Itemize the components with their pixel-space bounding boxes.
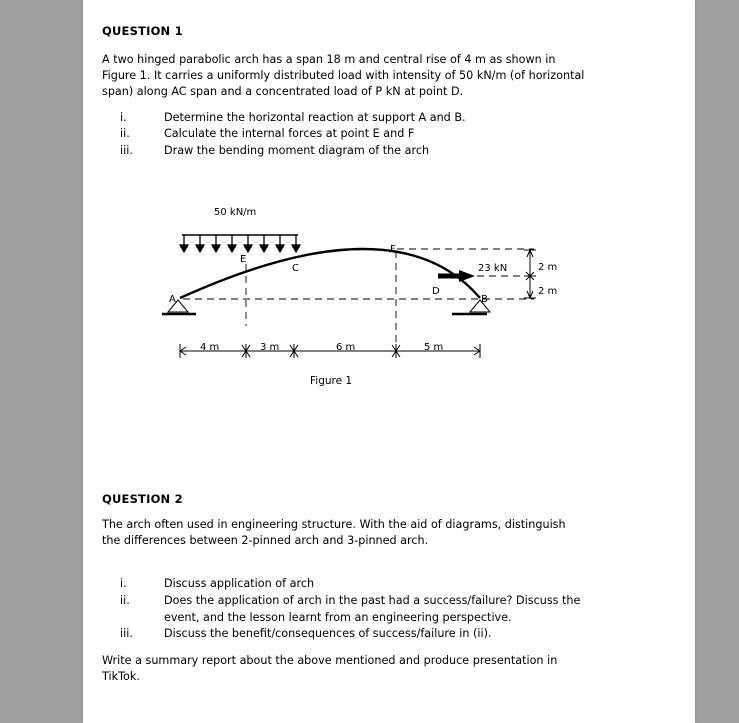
dim-label-1: 4 m — [200, 342, 220, 353]
q2-task-2-text-line-2: event, and the lesson learnt from an engineering perspective. — [164, 611, 512, 624]
udl-load — [180, 235, 300, 252]
q2-heading: QUESTION 2 — [102, 492, 183, 506]
dim-label-2: 3 m — [260, 342, 280, 353]
q2-summary-line-1: Write a summary report about the above mentioned and produce presentation in — [102, 654, 558, 667]
q2-task-3-number: iii. — [120, 627, 133, 640]
q1-task-2-text: Calculate the internal forces at point E and F — [164, 127, 415, 140]
dim-label-4: 5 m — [424, 342, 444, 353]
q1-intro-line-1: A two hinged parabolic arch has a span 18 m and central rise of 4 m as shown in — [102, 53, 556, 66]
q1-task-1-text: Determine the horizontal reaction at support A and B. — [164, 111, 466, 124]
q2-summary-line-2: TikTok. — [102, 670, 140, 683]
support-A — [162, 300, 196, 314]
dim-label-3: 6 m — [336, 342, 356, 353]
rise-lower-label: 2 m — [538, 286, 558, 297]
q2-intro-line-2: the differences between 2-pinned arch and 3-pinned arch. — [102, 534, 429, 547]
q2-task-3-text: Discuss the benefit/consequences of success/failure in (ii). — [164, 627, 492, 640]
q2-task-1-text: Discuss application of arch — [164, 577, 315, 590]
document-page — [83, 0, 695, 723]
label-F: F — [390, 244, 396, 255]
rise-upper-label: 2 m — [538, 262, 558, 273]
q1-heading: QUESTION 1 — [102, 24, 183, 38]
q1-intro-line-3: span) along AC span and a concentrated load of P kN at point D. — [102, 85, 464, 98]
udl-label: 50 kN/m — [214, 207, 257, 218]
q1-task-2-number: ii. — [120, 127, 130, 140]
q2-task-2-number: ii. — [120, 594, 130, 607]
q1-task-3-text: Draw the bending moment diagram of the arch — [164, 144, 430, 157]
q2-task-2-text-line-1: Does the application of arch in the past had a success/failure? Discuss the — [164, 594, 581, 607]
label-C: C — [292, 263, 299, 274]
label-E: E — [240, 254, 247, 265]
label-D: D — [432, 286, 440, 297]
q1-task-3-number: iii. — [120, 144, 133, 157]
label-B: B — [481, 294, 488, 305]
q2-task-1-number: i. — [120, 577, 127, 590]
point-load-label: 23 kN — [478, 263, 508, 274]
q2-intro-line-1: The arch often used in engineering structure. With the aid of diagrams, distinguish — [102, 518, 566, 531]
q1-task-1-number: i. — [120, 111, 127, 124]
rise-dimension — [524, 250, 536, 298]
q1-intro-line-2: Figure 1. It carries a uniformly distributed load with intensity of 50 kN/m (of horizontal — [102, 69, 585, 82]
arch-figure — [83, 0, 695, 400]
label-A: A — [169, 294, 176, 305]
point-load-arrow-head — [459, 270, 475, 282]
figure-caption: Figure 1 — [310, 375, 353, 387]
